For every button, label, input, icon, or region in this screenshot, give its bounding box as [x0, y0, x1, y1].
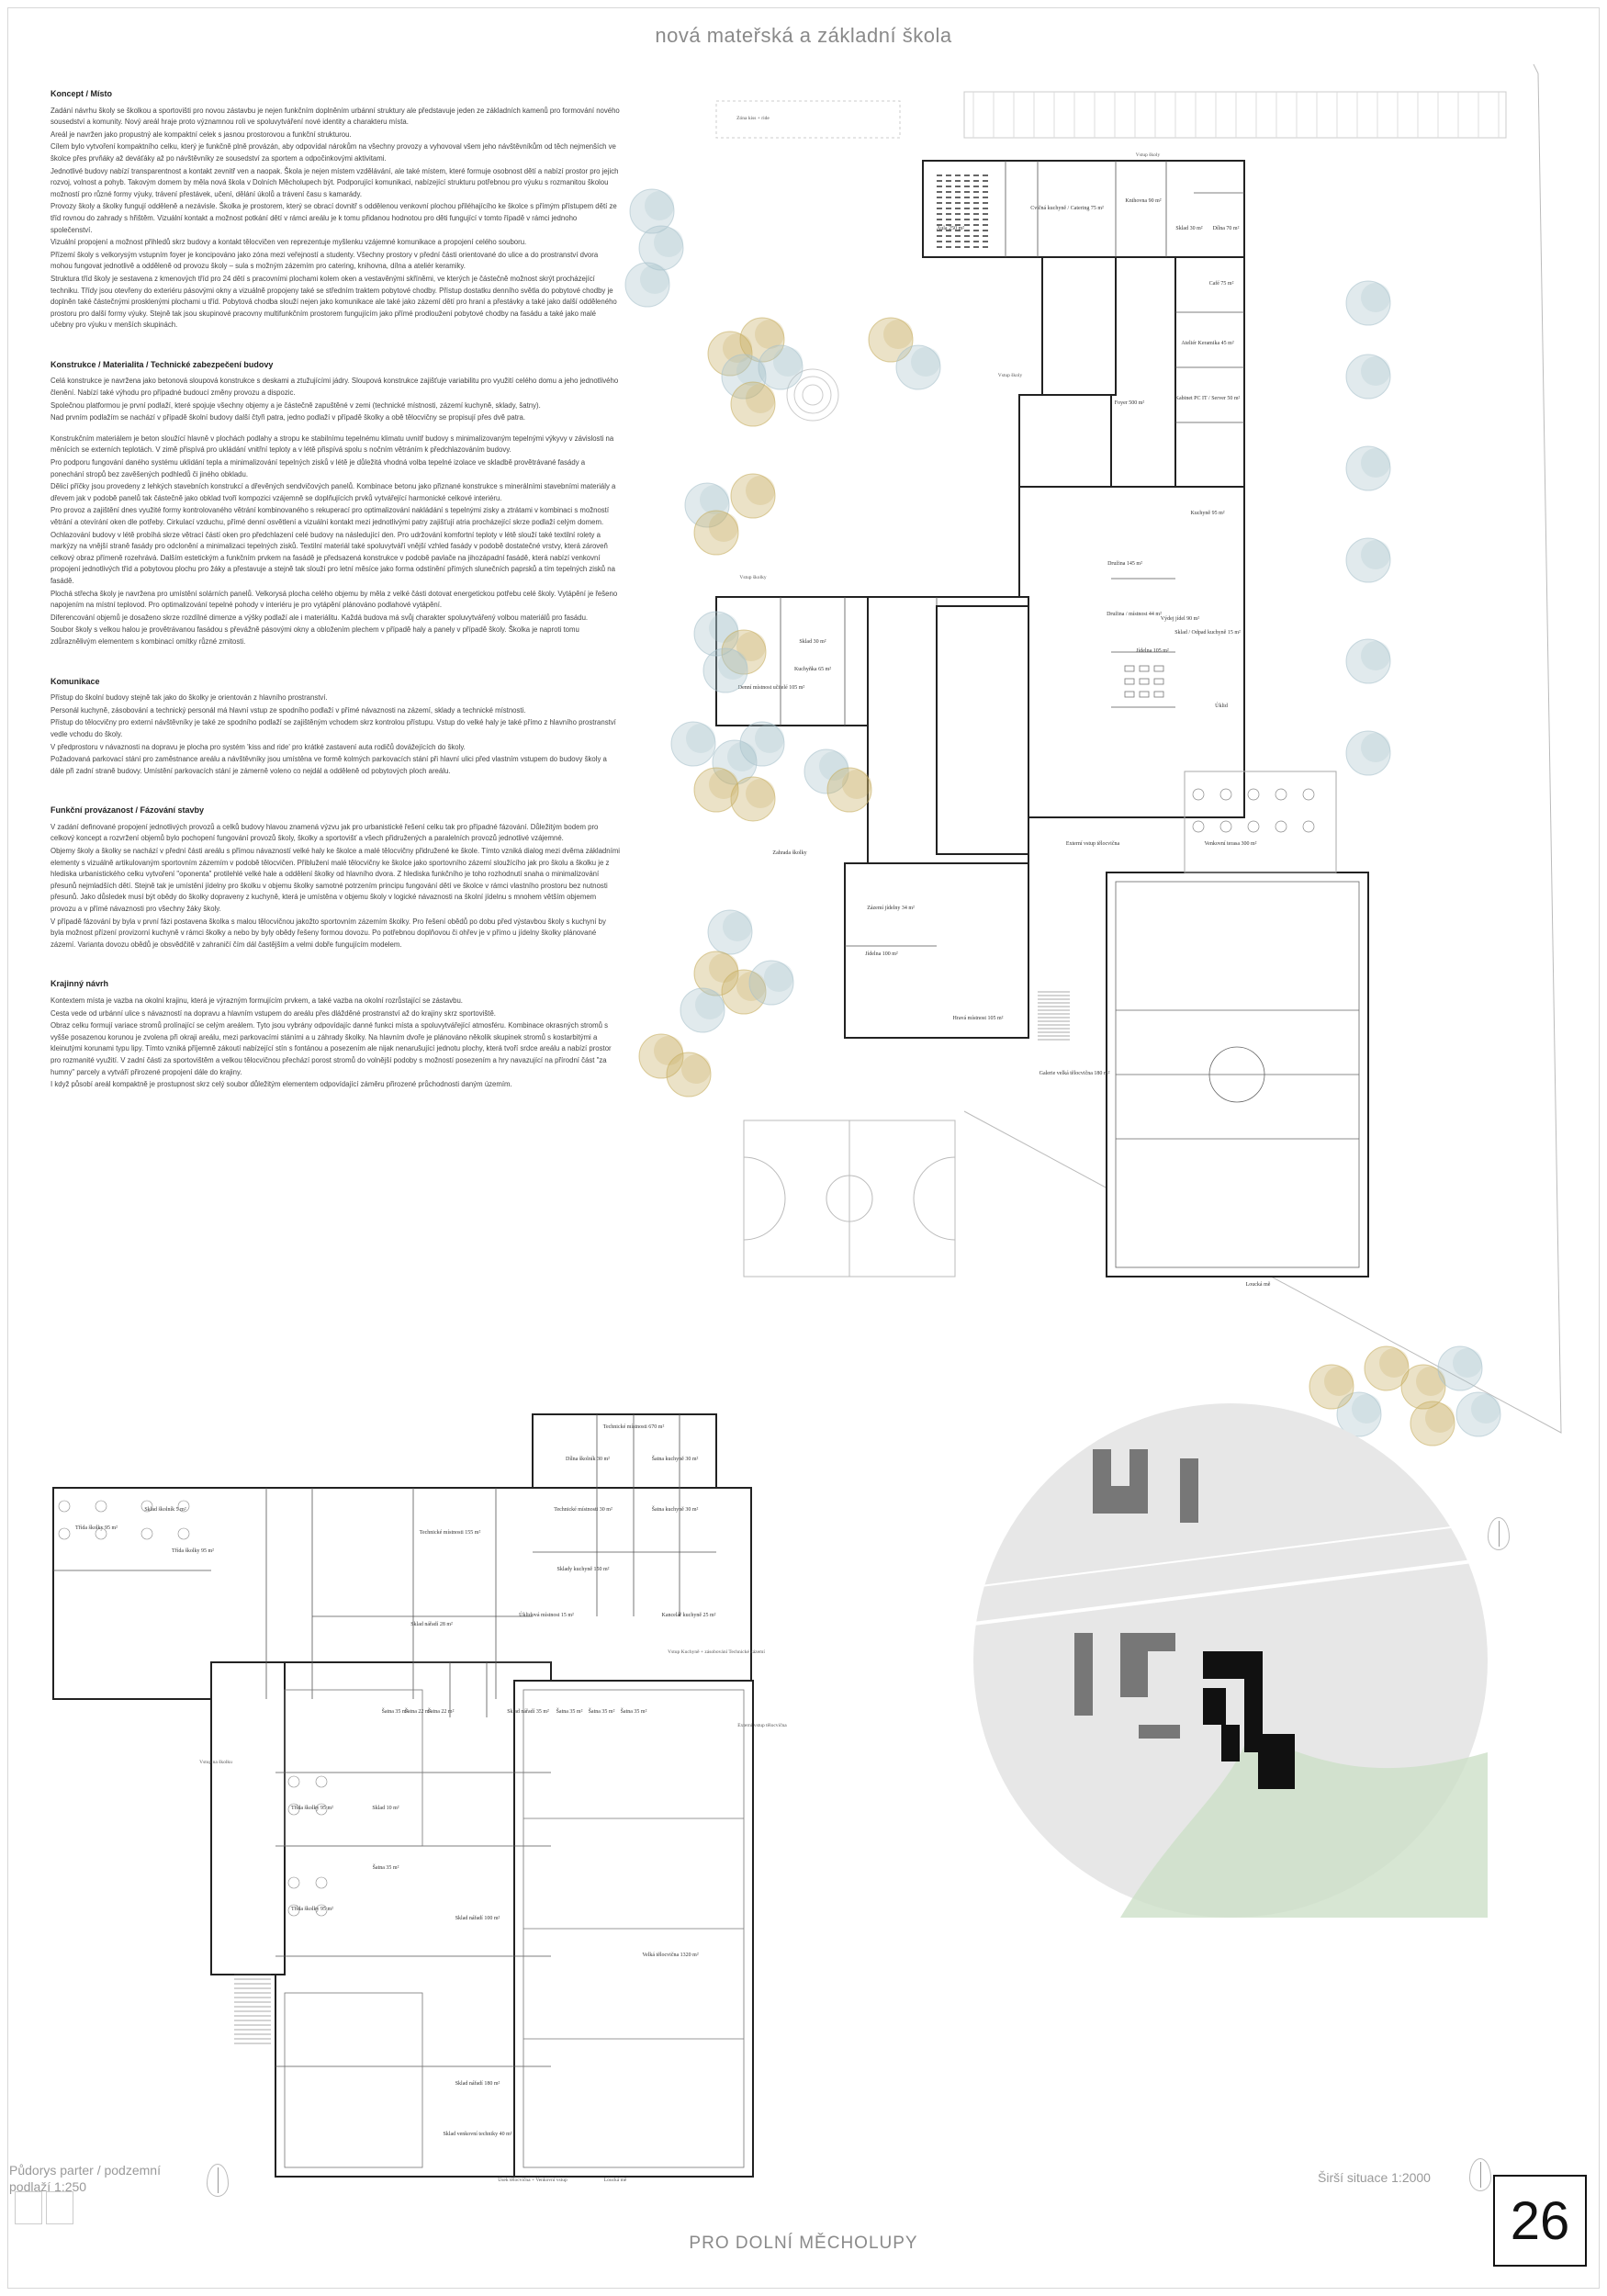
label-sklad-k: Sklad 30 m²: [799, 639, 826, 645]
seat: [946, 191, 951, 193]
label-cafe: Café 75 m²: [1208, 281, 1234, 287]
seat: [955, 241, 961, 242]
basement-caption-line-2: podlaží 1:250: [9, 2179, 87, 2194]
paragraph: Plochá střecha školy je navržena pro umístění solárních panelů. Velkorysá plocha celého objemu by měla z velké části dotovat energetickou potřebu celé školy. Vytápění je řešeno napojením na místní teplovod. Pro optimalizování tepelné pohody v interiéru je pro vytápění plánováno podlahové vytápění.: [51, 589, 618, 610]
label-usek-telocvicna: Úsek tělocvična + Venkovní vstup: [498, 2178, 568, 2183]
tree-icon: [681, 1054, 711, 1084]
label-satna-22-1: Šatna 22 m²: [404, 1709, 432, 1715]
seat: [964, 219, 970, 220]
section-heading: Koncept / Místo: [51, 89, 112, 98]
terrace-table: [1248, 789, 1259, 800]
terrace-table: [1275, 821, 1287, 832]
ground-floor-plan: [634, 64, 1589, 1497]
seat: [937, 219, 942, 220]
seat: [983, 224, 988, 226]
seat: [937, 241, 942, 242]
bottom-title: PRO DOLNÍ MĚCHOLUPY: [689, 2234, 918, 2253]
label-zazemi-jidelny: Zázemí jídelny 34 m²: [867, 906, 915, 911]
seat: [955, 219, 961, 220]
tree-icon: [709, 512, 738, 542]
seat: [973, 219, 979, 220]
paragraph: Konstrukčním materiálem je beton sloužící hlavně v plochách podlahy a stropu ke stabilnímu tepelnému klimatu uvnitř budovy s minimalizovaným tepelnými výkyvy v závislosti na měnících se externích teplotách. V zimě přispívá pro ukládání vnitřní teploty a v létě přispívá spolu s nočním větráním k předchlazováním budovy.: [51, 433, 614, 455]
seat: [955, 197, 961, 198]
label-dilna: Dílna 70 m²: [1212, 226, 1240, 231]
seat: [955, 208, 961, 209]
seat: [983, 202, 988, 204]
seat: [964, 235, 970, 237]
section-heading: Krajinný návrh: [51, 979, 109, 989]
tree-icon: [723, 912, 752, 941]
label-sklady-kuchyne: Sklady kuchyně 150 m²: [556, 1567, 610, 1572]
paragraph: Soubor školy s velkou halou je provětrávanou fasádou s převážně pásovými okny a obložením plechem v případě haly a panely v případě školy. Školka je naproti tomu zdůraznělivým elementem s kombinací omítky různé zrnitosti.: [51, 625, 579, 646]
label-sklad-naradi-100: Sklad nářadí 100 m²: [455, 1916, 500, 1921]
section-construction: [51, 359, 620, 648]
label-druzina-mistnost: Družina / místnost 44 m²: [1107, 612, 1162, 617]
section-concept: [51, 88, 620, 332]
label-satna-35-4: Šatna 35 m²: [620, 1709, 647, 1715]
seat: [983, 180, 988, 182]
seat: [973, 186, 979, 187]
seat: [937, 202, 942, 204]
label-sklad-venkovni: Sklad venkovní techniky 40 m²: [443, 2132, 512, 2137]
paragraph: Personál kuchyně, zásobování a technický personál má hlavní vstup ze spodního podlaží v přímé návaznosti na zázemí, sklady a technické místnosti.: [51, 705, 526, 715]
label-venkovni-terasa: Venkovní terasa 300 m²: [1204, 841, 1257, 847]
seat: [973, 197, 979, 198]
tree-icon: [640, 264, 669, 294]
text-column: [51, 88, 620, 1104]
tree-icon: [1361, 641, 1390, 670]
paragraph: Cílem bylo vytvoření kompaktního celku, který je funkčně plně provázán, aby odpovídal nárokům na všechny provozy a vyhovoval všem jeho návštěvníkům od těch nejmenších ve školce přes prvňáky až deváťáky až po návštěvníky ze sousedství za sportem a odpočinkovými aktivitami.: [51, 142, 616, 163]
terrace-table: [1275, 789, 1287, 800]
color-swatches: [15, 2191, 73, 2224]
section-heading: Komunikace: [51, 676, 100, 686]
label-trida-skolky-1: Třída školky 95 m²: [75, 1525, 118, 1531]
paragraph: Dělicí příčky jsou provedeny z lehkých stavebních konstrukcí a dřevěných sendvičových panelů. Kombinace betonu jako přiznané konstrukce s minerálními stavebními materiály a dřevem jak v podobě panelů tak částečně jako obklad tvoří kompozici vzájemně se doplňujících prvků vytvářející harmonické celkové interiéru.: [51, 482, 616, 502]
tree-icon: [755, 724, 784, 753]
paragraph: Nad prvním podlažím se nachází v případě školní budovy další čtyři patra, jedno podlaží v případě školky a obě tělocvičny se propisují přes dvě patra.: [51, 413, 526, 422]
label-kancelar: Kancelář kuchyně 25 m²: [661, 1613, 716, 1618]
paragraph: Přístup do tělocvičny pro externí návštěvníky je také ze spodního podlaží se zajištěným vchodem skrz kontrolou přístupu. Vstup do velké haly je také přímo z hlavního prostranství vedle vchodu do školy.: [51, 718, 616, 738]
tree-icon: [746, 779, 775, 808]
label-technicke-mistnosti-30: Technické místnosti 30 m²: [554, 1507, 612, 1513]
seat: [946, 208, 951, 209]
label-hrava-mistnost: Hravá místnost 105 m²: [952, 1016, 1004, 1021]
seat: [983, 230, 988, 231]
seat: [983, 174, 988, 176]
label-knihovna: Knihovna 90 m²: [1125, 198, 1162, 204]
tree-icon: [911, 347, 940, 377]
tree-icon: [718, 650, 747, 680]
tree-icon: [746, 384, 775, 413]
seat: [964, 186, 970, 187]
label-satna-35-5: Šatna 35 m²: [372, 1865, 399, 1871]
paragraph: Celá konstrukce je navržena jako betonová sloupová konstrukce s deskami a ztužujícími jádry. Sloupová konstrukce zajišťuje variabilitu pro využití celého domu a jeho jednotlivého členění. Nabízí také výhodu pro případné budoucí změny provozu a dispozic.: [51, 377, 619, 398]
seat: [937, 208, 942, 209]
tree-icon: [746, 476, 775, 505]
label-kabinet: Kabinet PC IT / Server 50 m²: [1174, 396, 1241, 401]
seat: [983, 219, 988, 220]
paragraph: Zadání návrhu školy se školkou a sportovišti pro novou zástavbu je nejen funkčním doplněním urbánní struktury ale představuje jeden ze základních kamenů pro formování nového sousedství a komunity. Nový areál hraje proto významnou roli ve spoluvytváření nové identity a charakteru místa.: [51, 106, 620, 127]
tree-icon: [842, 770, 871, 799]
label-uklidova: Úklidová místnost 15 m²: [519, 1613, 574, 1618]
seat: [983, 197, 988, 198]
tree-icon: [700, 485, 729, 514]
section-landscape: [51, 978, 620, 1090]
seat: [937, 174, 942, 176]
label-velka-telocvicna: Velká tělocvična 1320 m²: [642, 1953, 699, 1958]
seat: [964, 213, 970, 215]
tree-icon: [1324, 1367, 1354, 1396]
label-kuchynka: Kuchyňka 65 m²: [793, 667, 832, 672]
seat: [937, 246, 942, 248]
tree-icon: [755, 320, 784, 349]
situation-caption: Širší situace 1:2000: [1318, 2170, 1431, 2185]
label-satna-35-3: Šatna 35 m²: [588, 1709, 615, 1715]
seat: [973, 235, 979, 237]
label-jidelna: Jídelna 105 m²: [1136, 648, 1169, 654]
seat: [955, 186, 961, 187]
paragraph: Přízemí školy s velkorysým vstupním foyer je koncipováno jako zóna mezi veřejností a studenty. Všechny prostory v přední části orientované do ulice a do prostranství dvora mohou fungovat jednotlivě a odděleně od provozu školy – sula s možným zázemím pro catering, knihovna, dílna a ateliér keramiky.: [51, 250, 599, 271]
label-externi-vstup-b: Externí vstup tělocvična: [737, 1723, 787, 1728]
paragraph: Objemy školy a školky se nachází v přední části areálu s přímou návazností velké haly ke školce a malé tělocvičny přidružené ke škole. Tímto vzniká dialog mezi dvěma základními elementy s vizuálně artikulovaným sportovním zázemím v podobě tělocvičen. Přiblužení malé tělocvičny ke školce jako sportovního zázemí sloužícího jak pro školu a školku je z hlediska urbanistického celku vytvoření "oponenta" protilehlé velké hale a oddělení školky od hlavního dvora. Z hlediska funkčního je toho rozhodnutí snaha o minimalizování přesunů nejmladších dětí. Stejně tak je umístění jídelny pro školku v objemu školky samotné potrzením principu fungování dětí ve školce v rámci vlastního prostoru bez nutnosti přesunů. Jako důsledek musí být obědy do školky dopraveny z kuchyně, která je umístěna v objemu školy v logické návaznosti na školní jídelnu s mnohem větším objemem provozu a v přímé návaznosti pro všechny žáky školy.: [51, 847, 620, 914]
seat: [937, 180, 942, 182]
seat: [964, 241, 970, 242]
label-galerie: Galerie velká tělocvična 180 m²: [1039, 1071, 1110, 1076]
seat: [946, 197, 951, 198]
seat: [973, 208, 979, 209]
paragraph: I když působí areál kompaktně je prostupnost skrz celý soubor důležitým elementem odpovídající záměru přirozené průchodnosti daným územím.: [51, 1080, 512, 1089]
seat: [964, 180, 970, 182]
label-dilna-skolnik: Dílna školník 30 m²: [566, 1457, 610, 1462]
paragraph: Kontextem místa je vazba na okolní krajinu, která je výrazným formujícím prvkem, a také vazba na okolní rozrůstající se zástavbu.: [51, 996, 463, 1005]
terrace-table: [1220, 821, 1231, 832]
paragraph: Cesta vede od urbánní ulice s návazností na dopravu a hlavním vstupem do areálu přes dlážděné prostranství až do krajiny skrz sportoviště.: [51, 1008, 496, 1018]
basement-plan: [46, 1405, 787, 2204]
label-loucka-b: Loucká mě: [603, 2178, 627, 2183]
label-externi-vstup: Externí vstup tělocvična: [1065, 841, 1120, 847]
tree-icon: [1361, 733, 1390, 762]
swatch: [46, 2191, 73, 2224]
seat: [946, 235, 951, 237]
seat: [964, 174, 970, 176]
seat: [964, 230, 970, 231]
swatch: [15, 2191, 42, 2224]
label-satna-35-1: Šatna 35 m²: [381, 1709, 409, 1715]
north-arrow-icon: [1469, 2158, 1491, 2191]
seat: [973, 213, 979, 215]
tree-icon: [654, 228, 683, 257]
paragraph: Struktura tříd školy je sestavena z kmenových tříd pro 24 dětí s pracovními plochami kolem oken a vestavěnými skříněmi, ve kterých je částečně možnost skrýt procházející techniku. Třídy jsou otevřeny do exteriéru pásovými okny a vizuálně propojeny také se středním traktem pobytové chodby. Přístup dostatku denního světla do pobytové chodby je doplněn také částečnými prosklenými plochami u tříd. Pobytová chodba slouží nejen jako komunikace ale také jako zázemí dětí pro hraní a přestávky a také jako další odděleného prostoru pro další formy výuky. Stejně tak jsou skupinové pracovny multifunkčním prostorem fungujícím jako přímé prodloužení pobytové chodby na fasádu a také jako malé učebny pro výuku v menších skupinách.: [51, 274, 617, 330]
seat: [973, 174, 979, 176]
seat: [955, 213, 961, 215]
tree-icon: [1361, 540, 1390, 569]
label-vstup-skoly: Vstup školy: [1135, 152, 1161, 158]
label-druzina: Družina 145 m²: [1107, 561, 1142, 567]
seat: [964, 246, 970, 248]
label-kuchyne: Kuchyně 95 m²: [1190, 511, 1225, 516]
terrace-table: [1303, 821, 1314, 832]
tree-icon: [764, 962, 793, 992]
page-number: 26: [1493, 2175, 1587, 2267]
seat: [973, 202, 979, 204]
situation-svg: [973, 1403, 1488, 1918]
section-heading: Konstrukce / Materialita / Technické zabezpečení budovy: [51, 359, 274, 369]
seat: [946, 186, 951, 187]
paragraph: Provozy školy a školky fungují odděleně a nezávisle. Školka je prostorem, který se obrací dovnitř s oddělenou venkovní plochou přiléhajícího ke školce s přímým přístupem dětí ze tříd rovnou do zahrady s hřištěm. Vizuální kontakt a možnost potkání dětí v rámci areálu je k tomu přidanou hodnotou pro děti fungující v tomto řípadě v rámci jednoho společenství.: [51, 202, 617, 234]
label-kiss-ride: Zóna kiss + ride: [736, 116, 770, 121]
seat: [973, 230, 979, 231]
paragraph: Diferencování objemů je dosaženo skrze rozdílné dimenze a výšky podlaží ale i materiálitu. Každá budova má svůj charakter spoluvytvářený volbou materiálů pro fasádu.: [51, 613, 589, 622]
seat: [964, 202, 970, 204]
paragraph: Areál je navržen jako propustný ale kompaktní celek s jasnou prostorovou a funkční strukturou.: [51, 129, 352, 139]
seat: [964, 224, 970, 226]
label-satna-kuchyne-2: Šatna kuchyně 30 m²: [651, 1507, 699, 1513]
label-trida-skolky-2: Třída školky 95 m²: [172, 1548, 214, 1554]
label-satna-kuchyne-1: Šatna kuchyně 30 m²: [651, 1457, 699, 1462]
label-vstup-kuchyne: Vstup Kuchyně + zásobování Technické zázemí: [668, 1649, 765, 1655]
label-jidelna-k: Jídelna 100 m²: [865, 951, 898, 957]
seat: [983, 246, 988, 248]
terrace-table: [1193, 821, 1204, 832]
seat: [937, 191, 942, 193]
paragraph: Přístup do školní budovy stejně tak jako do školky je orientován z hlavního prostranství.: [51, 693, 328, 703]
situation-map: [973, 1403, 1488, 1918]
tree-icon: [1361, 283, 1390, 312]
label-vstup-skolky: Vstup školky: [739, 575, 767, 580]
paragraph: Pro podporu fungování daného systému uklidání tepla a minimalizování tepelných zisků v létě je důležitá vhodná volba tepelné izolace ve skladbě provětrávané fasády a ponechání stropů bez zavěšených podhledů či jiného obkladu.: [51, 458, 586, 478]
label-sklad-skolnik: Sklad školník 5 m²: [144, 1507, 186, 1513]
label-cvicna-kuchyne: Cvičná kuchyně / Catering 75 m²: [1030, 206, 1104, 211]
label-sklad-naradi-35: Sklad nářadí 35 m²: [507, 1709, 549, 1715]
label-loucka: Loucká mě: [1245, 1282, 1271, 1288]
paragraph: Společnou platformou je první podlaží, které spojuje všechny objemy a je částečně zapuštěné v zemi (technické místnosti, zázemí kuchyně, sklady, šatny).: [51, 400, 541, 410]
paragraph: Obraz celku formují variace stromů prolínající se celým areálem. Tyto jsou vybrány odpovídajíc danné funkci místa a spoluvytvářející atmosféru. Kombinace okrasných stromů s vyšše posazenou korunou je zvolena při okraji areálu, mezi parkovacími stáními a u záhrady školky. Na hlavním dvoře je plánováno několik skupinek stromů s kostarbitými a kleinutými korunami typu lipy. Tímto vzniká příjemně zákoutí nabízející stín s fontánou a posezením ale nijak nenarušující jednotu plochy, která tvoří srdce areálu a nabízí prostor pro rozmanité využití. V zadní části za sportovištěm a velkou tělocvičnou přechází porost stromů do volnější podoby s možností posezením a hry navazující na přírodní část "za humny" parcely a vytváří přirozené propojení dále do krajiny.: [51, 1021, 612, 1076]
tree-icon: [1379, 1348, 1409, 1378]
label-sklad-10: Sklad 10 m²: [372, 1806, 399, 1811]
seat: [955, 180, 961, 182]
seat: [946, 241, 951, 242]
seat: [955, 191, 961, 193]
seat: [973, 224, 979, 226]
basement-caption-line-1: Půdorys parter / podzemní: [9, 2163, 161, 2178]
seat: [946, 213, 951, 215]
seat: [937, 186, 942, 187]
tree-icon: [695, 990, 725, 1019]
seat: [973, 241, 979, 242]
seat: [973, 180, 979, 182]
seat: [946, 219, 951, 220]
paragraph: Požadovaná parkovací stání pro zaměstnance areálu a návštěvníky jsou umístěna ve formě kolmých parkovacích stání při hlavní ulici před vlastním vstupem do budovy školy a dále při zadní straně budovy. Umístění parkovacích stání je zámerně voleno co nejdál a odděleně od pobytových ploch areálu.: [51, 755, 607, 775]
label-denni-mistnost: Denní místnost učitelé 105 m²: [737, 685, 805, 691]
seat: [964, 208, 970, 209]
page-title: nová mateřská a základní škola: [655, 24, 952, 47]
tree-icon: [645, 191, 674, 220]
basement-caption: [9, 2162, 161, 2195]
label-technicke-mistnosti: Technické místnosti 670 m²: [602, 1424, 665, 1430]
seat: [946, 180, 951, 182]
seat: [983, 241, 988, 242]
seat: [955, 202, 961, 204]
seat: [983, 191, 988, 193]
label-zahrada-skolky: Zahrada školky: [772, 850, 807, 856]
seat: [937, 197, 942, 198]
paragraph: Vizuální propojení a možnost přihledů skrz budovy a kontakt tělocvičen ven reprezentuje myšlenku vzájemné komunikace a propojení celého souboru.: [51, 238, 527, 247]
tree-icon: [1361, 448, 1390, 478]
tree-icon: [883, 320, 913, 349]
paragraph: Ochlazování budovy v létě probíhá skrze větrací částí oken pro předchlazení celé budovy na následující den. Pro udržování komfortní teploty v létě slouží také textilní rolety a markýzy na vnější straně fasády pro odclonění a minimalizaci tepelných zisků. Textilní materiál také spoluvytváří vnější vzhled fasády v podobě dostatečné vrstvy, která zároveň celkový obraz přímeně rozehrává. Dalším estetickým a funkčním prvkem na fasádě je předsazená konstrukce v podobě pavlače na jihozápadní fasádě, která nabízí venkovní propojení jednotlivých tříd a pobytovou plochu pro žáky a přestavuje a stejně tak slouží pro letní měsíce jako forma odstínění přímých slunečních paprsků a tím tepelných zisků na fasádě.: [51, 530, 615, 585]
label-vstup-na-skolku: Vstup na školku: [199, 1760, 232, 1765]
section-phasing: [51, 805, 620, 951]
seat: [955, 174, 961, 176]
seat: [964, 191, 970, 193]
label-trida-skolky-3: Třída školky 95 m²: [291, 1806, 333, 1811]
paragraph: V předprostoru v návaznosti na dopravu je plocha pro systém 'kiss and ride' pro krátké zastavení auta rodičů dovážejících do školy.: [51, 742, 466, 751]
seat: [983, 208, 988, 209]
terrace-table: [1303, 789, 1314, 800]
label-trida-skolky-4: Třída školky 95 m²: [291, 1907, 333, 1912]
label-vstup-skoly-2: Vstup školy: [997, 373, 1023, 378]
seat: [973, 246, 979, 248]
seat: [964, 197, 970, 198]
paragraph: V případě fázování by byla v první fázi postavena školka s malou tělocvičnou jakožto sportovním zázemím školky. Pro řešení obědů po dobu před výstavbou školy s kuchyní by byla možnost přízení provizorní kuchyně v rámci školky a nebo by byly obědy řešeny formou dovozu. Po potřebnou doplňovou či ohřev je v přímo u jídelny školky plánované zázemí. Varianta dovozu obědů je obsvědčitě v zahraničí čím dál častějším a velmi dobře fungujícím modelem.: [51, 917, 606, 949]
tree-icon: [686, 724, 715, 753]
label-sklad: Sklad 30 m²: [1175, 226, 1203, 231]
seat: [946, 174, 951, 176]
label-aula: Aula 250 m²: [936, 226, 965, 231]
label-technicke-mistnosti-155: Technické místnosti 155 m²: [419, 1530, 481, 1536]
seat: [937, 235, 942, 237]
seat: [946, 246, 951, 248]
north-arrow-icon: [1488, 1517, 1510, 1550]
label-satna-35-2: Šatna 35 m²: [556, 1709, 583, 1715]
label-satna-22-2: Šatna 22 m²: [427, 1709, 455, 1715]
section-heading: Funkční provázanost / Fázování stavby: [51, 805, 205, 816]
seat: [946, 202, 951, 204]
seat: [955, 246, 961, 248]
label-sklad-naradi-28: Sklad nářadí 28 m²: [410, 1622, 453, 1627]
seat: [983, 235, 988, 237]
tree-icon: [1361, 356, 1390, 386]
terrace-table: [1248, 821, 1259, 832]
seat: [973, 191, 979, 193]
tree-icon: [1453, 1348, 1482, 1378]
paragraph: Pro provoz a zajištění dnes využité formy kontrolovaného větrání kombinovaného s rekuperací pro optimalizování nakládání s tepelnými zisky a ztrátami v kombinaci s možností větrání a otevírání oken dle potřeby. Cirkulací vzduchu, přímé denní osvětlení a vizuální kontakt mezi jednotlivými patry zajišťují atria procházející skrze podlaží celým domem.: [51, 506, 610, 526]
label-uklid: Úklid: [1215, 703, 1228, 709]
section-communication: [51, 676, 620, 778]
seat: [983, 213, 988, 215]
seat: [937, 213, 942, 215]
seat: [983, 186, 988, 187]
label-vydej-jidel: Výdej jídel 90 m²: [1160, 616, 1200, 622]
seat: [955, 235, 961, 237]
paragraph: Jednotlivé budovy nabízí transparentnost a kontakt zevnitř ven a naopak. Škola je nejen místem vzdělávání, ale také místem, které formuje osobnost dětí a nabízí prostor pro jejich rozvoj, volnost a pohyb. Takovým domem by měla nová škola v Dolních Měcholupech být. Podporující komunikaci, nabízející strukturu potřebnou pro výuku s rozmanitou školou možností pro různé formy výuky, trávení přestávek, učení, dělání úkolů a trávení času s kamarády.: [51, 166, 619, 198]
tree-icon: [773, 347, 803, 377]
label-sklad-odpad: Sklad / Odpad kuchyně 15 m²: [1174, 630, 1241, 636]
label-atelier: Ateliér Keramika 45 m²: [1181, 341, 1234, 346]
label-sklad-naradi-180: Sklad nářadí 180 m²: [455, 2081, 500, 2087]
label-foyer: Foyer 500 m²: [1114, 400, 1145, 406]
paragraph: V zadání definované propojení jednotlivých provozů a celků budovy hlavou znamená výzvu jak pro urbanistické řešení celku tak pro případné fázování. Důležitým bodem pro celkový koncept a rozvržení objemů bylo pochopení fungování provozů školy, školky a sportovišť a všech přidružených a paralelních provozů jednotlivé vzájemné.: [51, 822, 599, 843]
north-arrow-icon: [207, 2164, 229, 2197]
